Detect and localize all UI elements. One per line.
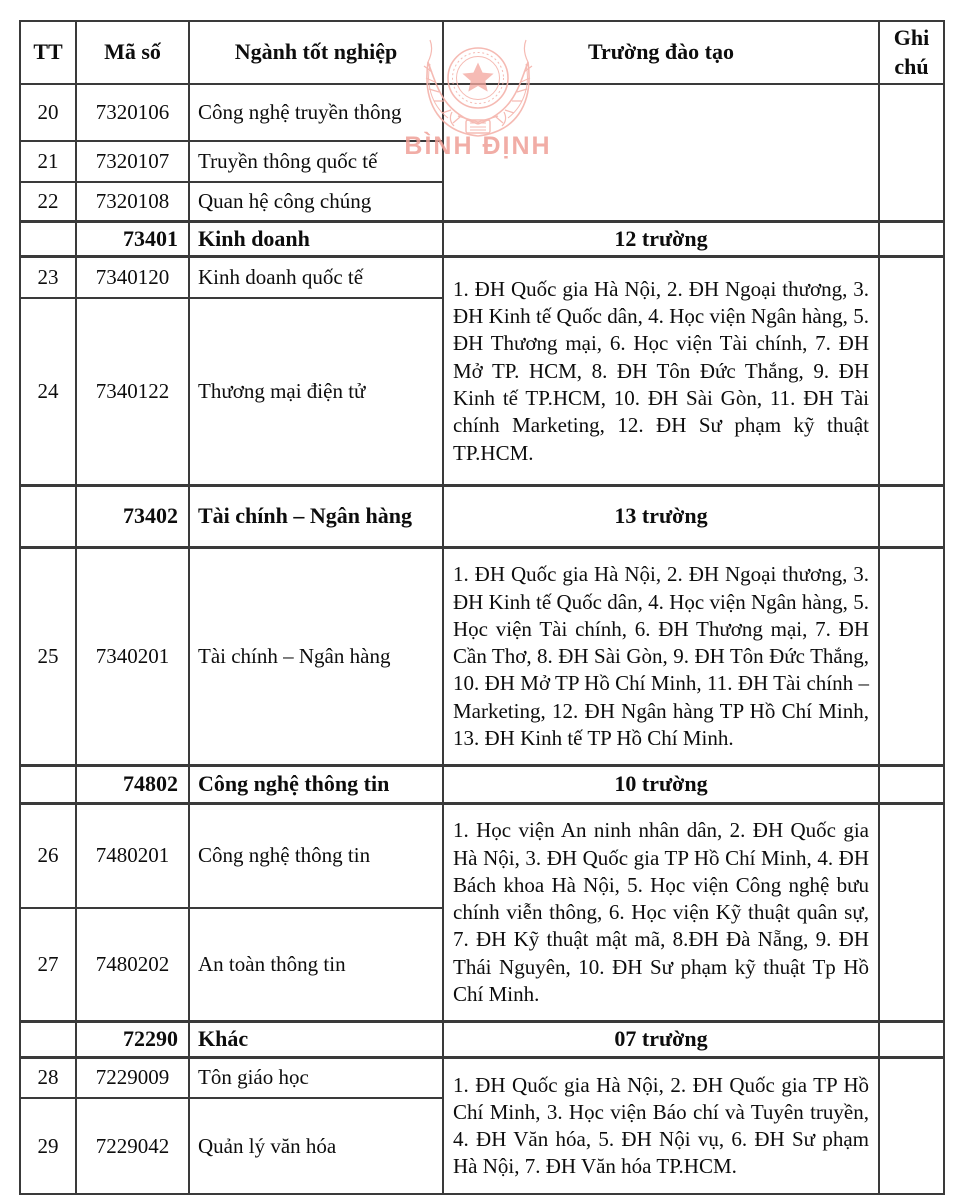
note-cell bbox=[879, 257, 944, 486]
schools-cell: 1. ĐH Quốc gia Hà Nội, 2. ĐH Quốc gia TP Hồ Chí Minh, 3. Học viện Báo chí và Tuyên truyền, 4. ĐH Văn hóa, 5. ĐH Nội vụ, 6. ĐH Sư phạm Hà Nội, 7. ĐH Văn hóa TP.HCM. bbox=[443, 1057, 879, 1194]
major-name-cell: Công nghệ thông tin bbox=[189, 804, 443, 908]
group-name-cell: Khác bbox=[189, 1022, 443, 1058]
major-name-cell: Tôn giáo học bbox=[189, 1057, 443, 1098]
major-code-cell: 7229009 bbox=[76, 1057, 189, 1098]
major-code-cell: 7320106 bbox=[76, 84, 189, 141]
schools-cell: 1. Học viện An ninh nhân dân, 2. ĐH Quốc gia Hà Nội, 3. ĐH Quốc gia TP Hồ Chí Minh, 4. ĐH Bách khoa Hà Nội, 5. Học viện Công nghệ bưu chính viễn thông, 6. Học viện Kỹ thuật quân sự, 7. ĐH Kỹ thuật mật mã, 8.ĐH Đà Nẵng, 9. ĐH Thái Nguyên, 10. ĐH Sư phạm kỹ thuật Tp Hồ Chí Minh. bbox=[443, 804, 879, 1022]
group-note-cell bbox=[879, 766, 944, 804]
major-code-cell: 7320107 bbox=[76, 141, 189, 182]
major-name-cell: Công nghệ truyền thông bbox=[189, 84, 443, 141]
major-name-cell: Truyền thông quốc tế bbox=[189, 141, 443, 182]
table-row bbox=[20, 804, 944, 908]
major-name-cell: Quản lý văn hóa bbox=[189, 1098, 443, 1194]
row-number-cell: 21 bbox=[20, 141, 76, 182]
major-name-cell: Kinh doanh quốc tế bbox=[189, 257, 443, 298]
note-cell bbox=[879, 1057, 944, 1194]
column-header-tt: TT bbox=[20, 21, 76, 84]
group-code-cell: 73402 bbox=[76, 486, 189, 548]
table-row bbox=[20, 257, 944, 298]
group-header-row bbox=[20, 766, 944, 804]
major-code-cell: 7480202 bbox=[76, 908, 189, 1022]
row-number-cell: 22 bbox=[20, 182, 76, 221]
group-empty-cell bbox=[20, 486, 76, 548]
note-cell bbox=[879, 548, 944, 766]
row-number-cell: 20 bbox=[20, 84, 76, 141]
group-note-cell bbox=[879, 221, 944, 257]
schools-cell: 1. ĐH Quốc gia Hà Nội, 2. ĐH Ngoại thương, 3. ĐH Kinh tế Quốc dân, 4. Học viện Ngân hàng, 5. ĐH Thương mại, 6. Học viện Tài chính, 7. ĐH Mở TP. HCM, 8. ĐH Tôn Đức Thắng, 9. ĐH Kinh tế TP.HCM, 10. ĐH Sài Gòn, 11. ĐH Tài chính Marketing, 12. ĐH Sư phạm kỹ thuật TP.HCM. bbox=[443, 257, 879, 486]
group-header-row bbox=[20, 221, 944, 257]
row-number-cell: 28 bbox=[20, 1057, 76, 1098]
schools-cell: 1. ĐH Quốc gia Hà Nội, 2. ĐH Ngoại thương, 3. ĐH Kinh tế Quốc dân, 4. Học viện Ngân hàng, 5. Học viện Tài chính, 6. ĐH Thương mại, 7. ĐH Cần Thơ, 8. ĐH Sài Gòn, 9. ĐH Tôn Đức Thắng, 10. ĐH Mở TP Hồ Chí Minh, 11. ĐH Tài chính – Marketing, 12. ĐH Ngân hàng TP Hồ Chí Minh, 13. ĐH Kinh tế TP Hồ Chí Minh. bbox=[443, 548, 879, 766]
major-name-cell: Tài chính – Ngân hàng bbox=[189, 548, 443, 766]
table-row bbox=[20, 84, 944, 141]
column-header-schools: Trường đào tạo bbox=[443, 21, 879, 84]
group-header-row bbox=[20, 1022, 944, 1058]
row-number-cell: 26 bbox=[20, 804, 76, 908]
row-number-cell: 24 bbox=[20, 298, 76, 486]
school-count-cell: 12 trường bbox=[443, 221, 879, 257]
group-name-cell: Công nghệ thông tin bbox=[189, 766, 443, 804]
group-code-cell: 74802 bbox=[76, 766, 189, 804]
row-number-cell: 25 bbox=[20, 548, 76, 766]
program-table bbox=[19, 20, 945, 1195]
major-name-cell: Quan hệ công chúng bbox=[189, 182, 443, 221]
group-code-cell: 73401 bbox=[76, 221, 189, 257]
major-code-cell: 7320108 bbox=[76, 182, 189, 221]
table-row bbox=[20, 548, 944, 766]
column-header-code: Mã số bbox=[76, 21, 189, 84]
row-number-cell: 27 bbox=[20, 908, 76, 1022]
major-code-cell: 7340120 bbox=[76, 257, 189, 298]
major-name-cell: An toàn thông tin bbox=[189, 908, 443, 1022]
school-count-cell: 10 trường bbox=[443, 766, 879, 804]
major-code-cell: 7480201 bbox=[76, 804, 189, 908]
group-note-cell bbox=[879, 486, 944, 548]
schools-cell bbox=[443, 84, 879, 221]
school-count-cell: 07 trường bbox=[443, 1022, 879, 1058]
group-note-cell bbox=[879, 1022, 944, 1058]
major-code-cell: 7229042 bbox=[76, 1098, 189, 1194]
school-count-cell: 13 trường bbox=[443, 486, 879, 548]
group-empty-cell bbox=[20, 766, 76, 804]
major-name-cell: Thương mại điện tử bbox=[189, 298, 443, 486]
column-header-note: Ghi chú bbox=[879, 21, 944, 84]
column-header-major: Ngành tốt nghiệp bbox=[189, 21, 443, 84]
group-empty-cell bbox=[20, 221, 76, 257]
major-code-cell: 7340122 bbox=[76, 298, 189, 486]
header-row bbox=[20, 21, 944, 84]
group-header-row bbox=[20, 486, 944, 548]
row-number-cell: 29 bbox=[20, 1098, 76, 1194]
watermark-text: BÌNH ĐỊNH bbox=[404, 132, 552, 160]
row-number-cell: 23 bbox=[20, 257, 76, 298]
note-cell bbox=[879, 804, 944, 1022]
group-name-cell: Kinh doanh bbox=[189, 221, 443, 257]
group-empty-cell bbox=[20, 1022, 76, 1058]
group-code-cell: 72290 bbox=[76, 1022, 189, 1058]
table-row bbox=[20, 1057, 944, 1098]
group-name-cell: Tài chính – Ngân hàng bbox=[189, 486, 443, 548]
major-code-cell: 7340201 bbox=[76, 548, 189, 766]
note-cell bbox=[879, 84, 944, 221]
